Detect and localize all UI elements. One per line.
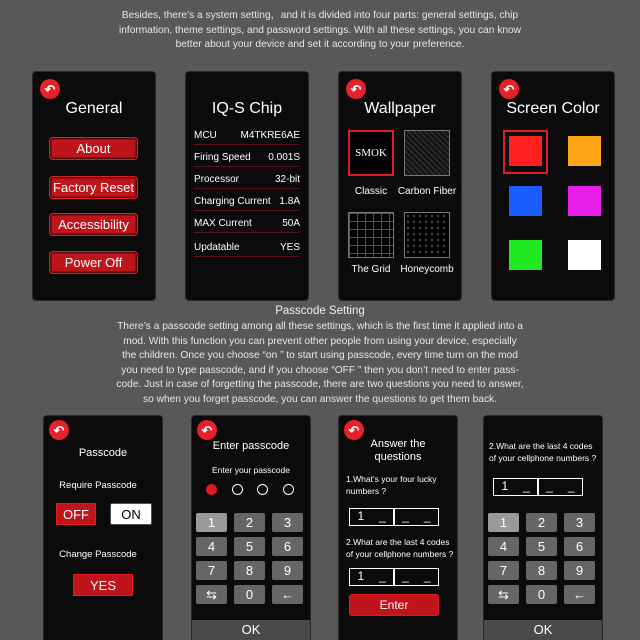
backspace-icon[interactable]: ← [272, 585, 303, 604]
wallpaper-label: The Grid [351, 264, 391, 275]
wallpaper-honeycomb[interactable] [404, 212, 450, 258]
passcode-dot-empty [283, 484, 294, 495]
accessibility-button[interactable]: Accessibility [49, 213, 138, 236]
back-icon[interactable]: ↶ [499, 79, 519, 99]
enter-passcode-screen [192, 416, 310, 640]
change-passcode-label: Change Passcode [59, 549, 137, 560]
answer-keypad-screen [484, 416, 602, 640]
answer-1-field[interactable] [349, 508, 439, 526]
swatch-white[interactable] [568, 240, 601, 270]
spec-key: Updatable [194, 242, 240, 253]
key-5[interactable]: 5 [526, 537, 557, 556]
desc-line: code. Just in case of forgetting the passcode, there are two questions you need to answer, [116, 379, 524, 391]
passcode-title: Passcode [78, 447, 128, 459]
key-9[interactable]: 9 [564, 561, 595, 580]
key-8[interactable]: 8 [234, 561, 265, 580]
answer-blank: _ [379, 509, 386, 523]
ok-button[interactable]: OK [192, 620, 310, 640]
general-title: General [65, 100, 123, 117]
key-7[interactable]: 7 [488, 561, 519, 580]
spec-key: Charging Current [194, 196, 271, 207]
about-button[interactable]: About [49, 137, 138, 160]
question-line: 2.What are the last 4 codes [489, 441, 593, 451]
passcode-dot-filled [206, 484, 217, 495]
passcode-description [40, 320, 600, 408]
wallpaper-classic[interactable] [348, 130, 394, 176]
enter-passcode-subtitle: Enter your passcode [212, 465, 290, 475]
swatch-blue[interactable] [509, 186, 542, 216]
question-2 [346, 536, 457, 560]
back-icon[interactable]: ↶ [344, 420, 364, 440]
spec-row [194, 196, 300, 211]
key-0[interactable]: 0 [526, 585, 557, 604]
desc-line: There’s a passcode setting among all these settings, which is the first time it applied into a [117, 321, 523, 332]
key-1[interactable]: 1 [488, 513, 519, 532]
answer-digit: 1 [357, 569, 365, 583]
key-3[interactable]: 3 [564, 513, 595, 532]
wallpaper-screen [339, 72, 461, 300]
spec-key: MAX Current [194, 218, 252, 229]
question-1-line: numbers ? [346, 486, 387, 496]
wallpaper-title: Wallpaper [364, 100, 436, 117]
passcode-dot-empty [232, 484, 243, 495]
key-9[interactable]: 9 [272, 561, 303, 580]
chip-title: IQ-S Chip [211, 100, 283, 117]
spec-row [194, 174, 300, 189]
spec-value: M4TKRE6AE [240, 130, 300, 141]
answer-field[interactable] [493, 478, 583, 496]
spec-key: Firing Speed [194, 152, 251, 163]
key-8[interactable]: 8 [526, 561, 557, 580]
key-7[interactable]: 7 [196, 561, 227, 580]
answer-blank: _ [402, 509, 409, 523]
questions-title-line: questions [374, 451, 422, 463]
spec-value: 1.8A [279, 196, 300, 207]
key-6[interactable]: 6 [272, 537, 303, 556]
intro-line: information, theme settings, and password settings. With all these settings, you can know [118, 24, 522, 36]
passcode-section-title: Passcode Setting [275, 305, 365, 317]
desc-line: the children. Once you choose “on ” to start using passcode, every time turn on the mod [122, 350, 518, 362]
spec-row [194, 218, 300, 233]
question-1-line: 1.What’s your four lucky [346, 474, 437, 484]
question-2-line: 2.What are the last 4 codes [346, 537, 450, 547]
intro-line: better about your device and set it according to your preference. [175, 39, 465, 51]
smok-logo: SMOK [355, 147, 387, 159]
key-6[interactable]: 6 [564, 537, 595, 556]
key-5[interactable]: 5 [234, 537, 265, 556]
answer-digit: 1 [501, 479, 509, 493]
answer-blank: _ [379, 569, 386, 583]
spec-value: YES [279, 242, 300, 253]
question-line: of your cellphone numbers ? [489, 453, 597, 463]
spec-value: 32-bit [274, 174, 300, 185]
wallpaper-label: Honeycomb [400, 264, 454, 275]
spec-row [194, 152, 300, 167]
intro-line: Besides, there’s a system setting，and it is divided into four parts: general settings, chip [121, 10, 519, 21]
answer-2-field[interactable] [349, 568, 439, 586]
spec-row [194, 130, 300, 145]
swatch-green[interactable] [509, 240, 542, 270]
key-4[interactable]: 4 [488, 537, 519, 556]
back-icon[interactable]: ↶ [49, 420, 69, 440]
answer-digit: 1 [357, 509, 365, 523]
answer-blank: _ [423, 509, 431, 523]
questions-title-line: Answer the [370, 438, 426, 450]
key-4[interactable]: 4 [196, 537, 227, 556]
chip-screen [186, 72, 308, 300]
numeric-keypad [484, 513, 602, 613]
ok-button[interactable]: OK [484, 620, 602, 640]
intro-text [40, 9, 600, 53]
back-icon[interactable]: ↶ [346, 79, 366, 99]
power-off-button[interactable]: Power Off [49, 251, 138, 274]
passcode-screen [44, 416, 162, 640]
questions-title [339, 438, 457, 464]
desc-line: so when you forget passcode, you can answer the questions to get them back. [143, 393, 497, 405]
swatch-magenta[interactable] [568, 186, 601, 216]
passcode-dot-empty [257, 484, 268, 495]
yes-button[interactable]: YES [73, 574, 133, 596]
swatch-red[interactable] [509, 136, 542, 166]
answer-blank: _ [402, 569, 409, 583]
general-screen [33, 72, 155, 300]
wallpaper-carbon-fiber[interactable] [404, 130, 450, 176]
answer-questions-screen [339, 416, 457, 640]
question-1 [346, 473, 456, 497]
answer-blank: _ [546, 479, 553, 493]
enter-button[interactable]: Enter [349, 594, 439, 616]
answer-blank: _ [567, 479, 575, 493]
off-toggle[interactable]: OFF [56, 503, 96, 525]
require-passcode-label: Require Passcode [59, 480, 137, 491]
desc-line: you need to type passcode, and if you choose “OFF ” then you don’t need to enter pass- [121, 364, 519, 376]
question-2-line: of your cellphone numbers ? [346, 549, 454, 559]
wallpaper-label: Classic [354, 186, 388, 197]
on-toggle[interactable]: ON [110, 503, 152, 525]
enter-passcode-title: Enter passcode [212, 440, 290, 452]
key-0[interactable]: 0 [234, 585, 265, 604]
wallpaper-grid[interactable] [348, 212, 394, 258]
spec-value: 0.001S [268, 152, 300, 163]
question-2 [489, 440, 602, 464]
numeric-keypad [192, 513, 310, 613]
key-2[interactable]: 2 [526, 513, 557, 532]
key-2[interactable]: 2 [234, 513, 265, 532]
key-3[interactable]: 3 [272, 513, 303, 532]
wallpaper-label: Carbon Fiber [397, 186, 457, 197]
back-icon[interactable]: ↶ [197, 420, 217, 440]
switch-icon[interactable]: ⇆ [488, 585, 519, 604]
answer-blank: _ [423, 569, 431, 583]
swatch-orange[interactable] [568, 136, 601, 166]
factory-reset-button[interactable]: Factory Reset [49, 176, 138, 199]
spec-value: 50A [282, 218, 300, 229]
back-icon[interactable]: ↶ [40, 79, 60, 99]
spec-row [194, 242, 300, 257]
backspace-icon[interactable]: ← [564, 585, 595, 604]
spec-key: Processor [194, 174, 240, 185]
desc-line: mod. With this function you can prevent other people from using your device, especially [123, 335, 517, 347]
spec-key: MCU [194, 130, 217, 141]
screen-color-title: Screen Color [506, 100, 600, 117]
screen-color-screen [492, 72, 614, 300]
switch-icon[interactable]: ⇆ [196, 585, 227, 604]
answer-blank: _ [523, 479, 530, 493]
key-1[interactable]: 1 [196, 513, 227, 532]
